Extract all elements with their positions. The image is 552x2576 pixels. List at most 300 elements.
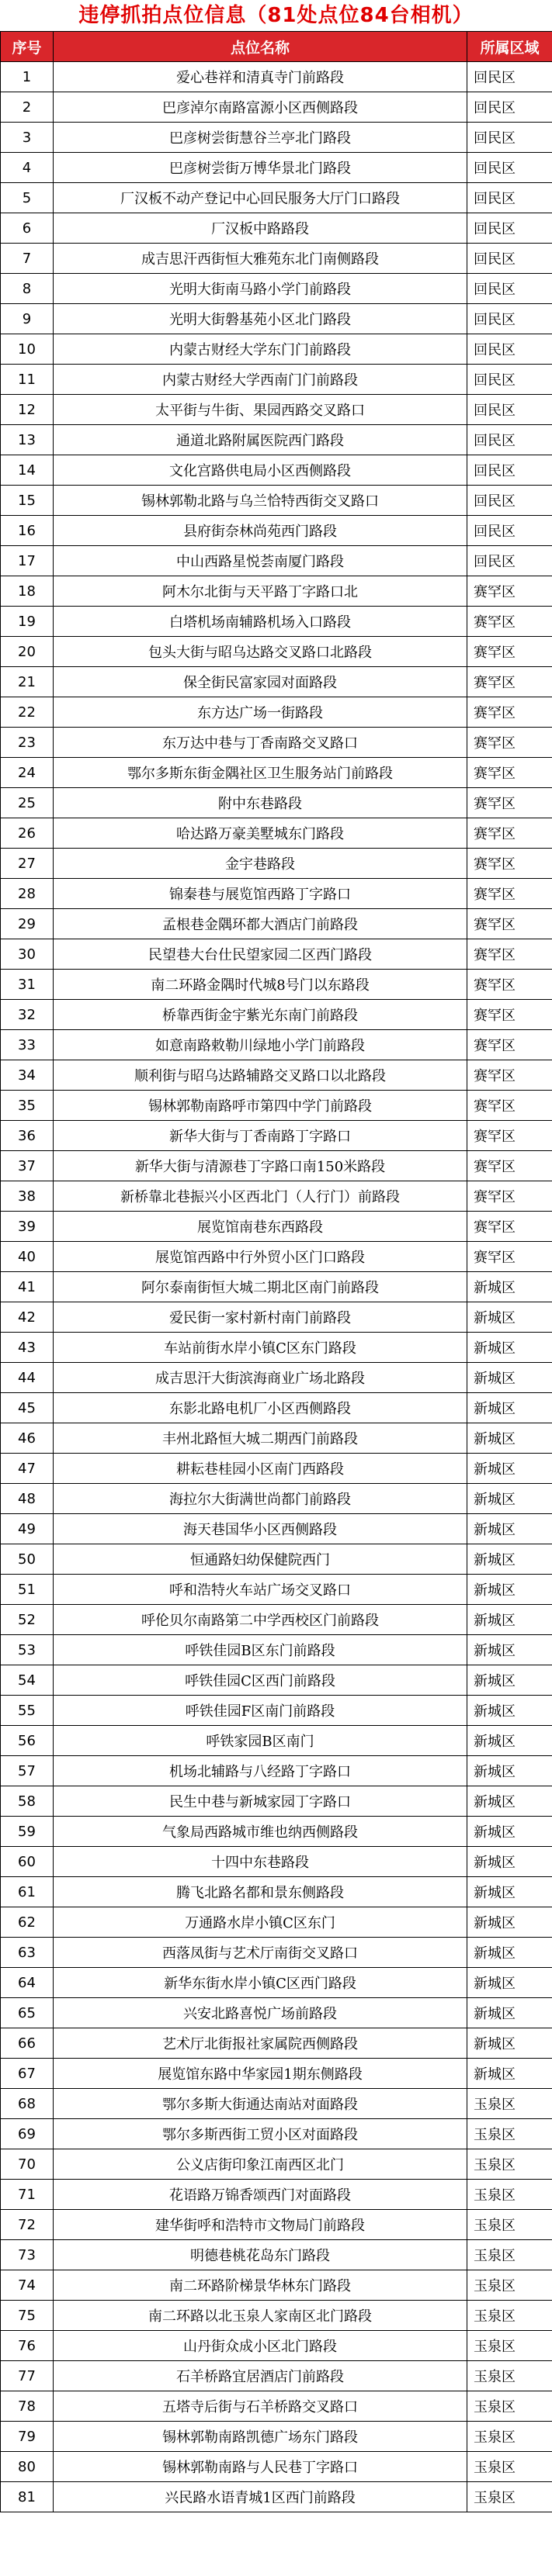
table-row xyxy=(1,486,552,516)
row-number: 10 xyxy=(1,334,54,365)
location-name: 花语路万锦香颂西门对面路段 xyxy=(54,2180,467,2210)
table-row xyxy=(1,274,552,304)
district: 玉泉区 xyxy=(467,2270,552,2301)
district: 回民区 xyxy=(467,395,552,425)
district: 新城区 xyxy=(467,1907,552,1938)
row-number: 71 xyxy=(1,2180,54,2210)
location-name: 锡林郭勒南路凯德广场东门路段 xyxy=(54,2422,467,2452)
table-row xyxy=(1,1242,552,1272)
district: 新城区 xyxy=(467,1786,552,1817)
row-number: 6 xyxy=(1,213,54,244)
table-row xyxy=(1,1030,552,1060)
row-number: 7 xyxy=(1,244,54,274)
row-number: 66 xyxy=(1,2028,54,2059)
row-number: 78 xyxy=(1,2391,54,2422)
location-name: 保全街民富家园对面路段 xyxy=(54,667,467,697)
table-row xyxy=(1,546,552,576)
district: 赛罕区 xyxy=(467,1212,552,1242)
row-number: 17 xyxy=(1,546,54,576)
district: 赛罕区 xyxy=(467,1030,552,1060)
row-number: 64 xyxy=(1,1968,54,1998)
table-row xyxy=(1,213,552,244)
location-name: 新华大街与丁香南路丁字路口 xyxy=(54,1121,467,1151)
location-name: 桥靠西街金宇紫光东南门前路段 xyxy=(54,1000,467,1030)
location-name: 石羊桥路宜居酒店门前路段 xyxy=(54,2361,467,2391)
district: 玉泉区 xyxy=(467,2149,552,2180)
table-row xyxy=(1,637,552,667)
table-row xyxy=(1,818,552,849)
location-name: 锡林郭勒南路呼市第四中学门前路段 xyxy=(54,1091,467,1121)
location-name: 东方达广场一街路段 xyxy=(54,697,467,728)
row-number: 52 xyxy=(1,1605,54,1635)
table-row xyxy=(1,1363,552,1393)
location-name: 山丹街众成小区北门路段 xyxy=(54,2331,467,2361)
district: 新城区 xyxy=(467,1423,552,1454)
location-name: 民望巷大台仕民望家园二区西门路段 xyxy=(54,939,467,970)
district: 回民区 xyxy=(467,213,552,244)
table-row xyxy=(1,92,552,123)
table-body xyxy=(1,62,552,2512)
row-number: 58 xyxy=(1,1786,54,1817)
district: 赛罕区 xyxy=(467,788,552,818)
district: 回民区 xyxy=(467,546,552,576)
table-row xyxy=(1,970,552,1000)
row-number: 11 xyxy=(1,365,54,395)
location-name: 锡林郭勒南路与人民巷丁字路口 xyxy=(54,2452,467,2482)
row-number: 70 xyxy=(1,2149,54,2180)
row-number: 43 xyxy=(1,1333,54,1363)
row-number: 63 xyxy=(1,1938,54,1968)
table-row xyxy=(1,183,552,213)
table-row xyxy=(1,455,552,486)
table-row xyxy=(1,2331,552,2361)
row-number: 80 xyxy=(1,2452,54,2482)
district: 新城区 xyxy=(467,1484,552,1514)
location-name: 呼铁佳园B区东门前路段 xyxy=(54,1635,467,1665)
row-number: 30 xyxy=(1,939,54,970)
location-name: 南二环路以北玉泉人家南区北门路段 xyxy=(54,2301,467,2331)
row-number: 3 xyxy=(1,123,54,153)
table-row xyxy=(1,2240,552,2270)
row-number: 60 xyxy=(1,1847,54,1877)
location-name: 顺利街与昭乌达路辅路交叉路口以北路段 xyxy=(54,1060,467,1091)
table-row xyxy=(1,697,552,728)
table-row xyxy=(1,576,552,607)
district: 回民区 xyxy=(467,486,552,516)
location-name: 耕耘巷桂园小区南门西路段 xyxy=(54,1454,467,1484)
row-number: 4 xyxy=(1,153,54,183)
table-row xyxy=(1,1121,552,1151)
district: 新城区 xyxy=(467,1968,552,1998)
location-name: 阿尔泰南街恒大城二期北区南门前路段 xyxy=(54,1272,467,1302)
row-number: 16 xyxy=(1,516,54,546)
location-name: 气象局西路城市维也纳西侧路段 xyxy=(54,1817,467,1847)
row-number: 61 xyxy=(1,1877,54,1907)
table-row xyxy=(1,2028,552,2059)
table-row xyxy=(1,1665,552,1696)
location-name: 孟根巷金隅环都大酒店门前路段 xyxy=(54,909,467,939)
table-row xyxy=(1,1756,552,1786)
district: 新城区 xyxy=(467,2028,552,2059)
district: 新城区 xyxy=(467,1514,552,1544)
location-name: 包头大街与昭乌达路交叉路口北路段 xyxy=(54,637,467,667)
row-number: 56 xyxy=(1,1726,54,1756)
district: 赛罕区 xyxy=(467,879,552,909)
location-name: 爱心巷祥和清真寺门前路段 xyxy=(54,62,467,92)
district: 玉泉区 xyxy=(467,2482,552,2512)
location-name: 鄂尔多斯西街工贸小区对面路段 xyxy=(54,2119,467,2149)
location-name: 恒通路妇幼保健院西门 xyxy=(54,1544,467,1575)
location-name: 成吉思汗西街恒大雅苑东北门南侧路段 xyxy=(54,244,467,274)
location-name: 新桥靠北巷振兴小区西北门（人行门）前路段 xyxy=(54,1181,467,1212)
table-row xyxy=(1,2059,552,2089)
location-name: 五塔寺后街与石羊桥路交叉路口 xyxy=(54,2391,467,2422)
row-number: 18 xyxy=(1,576,54,607)
location-name: 展览馆南巷东西路段 xyxy=(54,1212,467,1242)
district: 新城区 xyxy=(467,1333,552,1363)
location-name: 呼铁佳园F区南门前路段 xyxy=(54,1696,467,1726)
row-number: 26 xyxy=(1,818,54,849)
location-name: 内蒙古财经大学西南门门前路段 xyxy=(54,365,467,395)
row-number: 69 xyxy=(1,2119,54,2149)
location-name: 金宇巷路段 xyxy=(54,849,467,879)
table-row xyxy=(1,1514,552,1544)
district: 赛罕区 xyxy=(467,1242,552,1272)
table-row xyxy=(1,1847,552,1877)
location-name: 新华大街与清源巷丁字路口南150米路段 xyxy=(54,1151,467,1181)
table-row xyxy=(1,1181,552,1212)
district: 玉泉区 xyxy=(467,2240,552,2270)
location-name: 十四中东巷路段 xyxy=(54,1847,467,1877)
district: 新城区 xyxy=(467,1272,552,1302)
table-row xyxy=(1,2452,552,2482)
row-number: 8 xyxy=(1,274,54,304)
table-row xyxy=(1,788,552,818)
district: 玉泉区 xyxy=(467,2331,552,2361)
page-title: 违停抓拍点位信息（81处点位84台相机） xyxy=(78,4,474,27)
row-number: 33 xyxy=(1,1030,54,1060)
district: 新城区 xyxy=(467,1454,552,1484)
location-name: 呼铁佳园C区西门前路段 xyxy=(54,1665,467,1696)
district: 回民区 xyxy=(467,455,552,486)
location-name: 巴彦淖尔南路富源小区西侧路段 xyxy=(54,92,467,123)
location-name: 厂汉板不动产登记中心回民服务大厅门口路段 xyxy=(54,183,467,213)
table-row xyxy=(1,516,552,546)
location-name: 中山西路星悦荟南厦门路段 xyxy=(54,546,467,576)
district: 新城区 xyxy=(467,2059,552,2089)
row-number: 74 xyxy=(1,2270,54,2301)
table-row xyxy=(1,1423,552,1454)
location-name: 光明大街南马路小学门前路段 xyxy=(54,274,467,304)
location-name: 丰州北路恒大城二期西门前路段 xyxy=(54,1423,467,1454)
header-area: 所属区域 xyxy=(467,32,552,62)
location-name: 成吉思汗大街滨海商业广场北路段 xyxy=(54,1363,467,1393)
violation-camera-table xyxy=(0,31,552,2512)
location-name: 太平街与牛街、果园西路交叉路口 xyxy=(54,395,467,425)
district: 新城区 xyxy=(467,1605,552,1635)
location-name: 通道北路附属医院西门路段 xyxy=(54,425,467,455)
table-row xyxy=(1,1212,552,1242)
row-number: 2 xyxy=(1,92,54,123)
table-row xyxy=(1,1696,552,1726)
table-row xyxy=(1,1544,552,1575)
district: 赛罕区 xyxy=(467,697,552,728)
row-number: 79 xyxy=(1,2422,54,2452)
row-number: 55 xyxy=(1,1696,54,1726)
district: 新城区 xyxy=(467,1363,552,1393)
table-header-row xyxy=(1,32,552,62)
location-name: 南二环路阶梯景华林东门路段 xyxy=(54,2270,467,2301)
table-row xyxy=(1,365,552,395)
row-number: 19 xyxy=(1,607,54,637)
row-number: 62 xyxy=(1,1907,54,1938)
location-name: 内蒙古财经大学东门门前路段 xyxy=(54,334,467,365)
table-row xyxy=(1,939,552,970)
row-number: 54 xyxy=(1,1665,54,1696)
location-name: 鄂尔多斯大街通达南站对面路段 xyxy=(54,2089,467,2119)
table-row xyxy=(1,607,552,637)
district: 新城区 xyxy=(467,1998,552,2028)
location-name: 建华街呼和浩特市文物局门前路段 xyxy=(54,2210,467,2240)
location-name: 艺术厅北街报社家属院西侧路段 xyxy=(54,2028,467,2059)
row-number: 48 xyxy=(1,1484,54,1514)
district: 赛罕区 xyxy=(467,818,552,849)
location-name: 附中东巷路段 xyxy=(54,788,467,818)
table-row xyxy=(1,1998,552,2028)
row-number: 75 xyxy=(1,2301,54,2331)
location-name: 哈达路万豪美墅城东门路段 xyxy=(54,818,467,849)
row-number: 67 xyxy=(1,2059,54,2089)
location-name: 厂汉板中路路段 xyxy=(54,213,467,244)
table-row xyxy=(1,425,552,455)
district: 回民区 xyxy=(467,334,552,365)
district: 回民区 xyxy=(467,365,552,395)
location-name: 呼伦贝尔南路第二中学西校区门前路段 xyxy=(54,1605,467,1635)
row-number: 72 xyxy=(1,2210,54,2240)
row-number: 73 xyxy=(1,2240,54,2270)
table-row xyxy=(1,1060,552,1091)
row-number: 81 xyxy=(1,2482,54,2512)
district: 新城区 xyxy=(467,1756,552,1786)
location-name: 东万达中巷与丁香南路交叉路口 xyxy=(54,728,467,758)
table-row xyxy=(1,2149,552,2180)
row-number: 37 xyxy=(1,1151,54,1181)
district: 回民区 xyxy=(467,92,552,123)
location-name: 海天巷国华小区西侧路段 xyxy=(54,1514,467,1544)
row-number: 47 xyxy=(1,1454,54,1484)
row-number: 68 xyxy=(1,2089,54,2119)
table-row xyxy=(1,1786,552,1817)
row-number: 9 xyxy=(1,304,54,334)
location-name: 明德巷桃花岛东门路段 xyxy=(54,2240,467,2270)
location-name: 车站前街水岸小镇C区东门路段 xyxy=(54,1333,467,1363)
district: 新城区 xyxy=(467,1817,552,1847)
table-row xyxy=(1,1454,552,1484)
table-row xyxy=(1,758,552,788)
district: 新城区 xyxy=(467,1575,552,1605)
table-row xyxy=(1,909,552,939)
district: 回民区 xyxy=(467,62,552,92)
district: 新城区 xyxy=(467,1726,552,1756)
district: 回民区 xyxy=(467,153,552,183)
location-name: 呼和浩特火车站广场交叉路口 xyxy=(54,1575,467,1605)
district: 赛罕区 xyxy=(467,1151,552,1181)
district: 赛罕区 xyxy=(467,1000,552,1030)
district: 玉泉区 xyxy=(467,2452,552,2482)
row-number: 41 xyxy=(1,1272,54,1302)
location-name: 如意南路敕勒川绿地小学门前路段 xyxy=(54,1030,467,1060)
row-number: 15 xyxy=(1,486,54,516)
district: 赛罕区 xyxy=(467,939,552,970)
table-row xyxy=(1,1938,552,1968)
table-row xyxy=(1,1907,552,1938)
district: 玉泉区 xyxy=(467,2210,552,2240)
district: 回民区 xyxy=(467,516,552,546)
location-name: 海拉尔大街满世尚都门前路段 xyxy=(54,1484,467,1514)
table-row xyxy=(1,1151,552,1181)
district: 新城区 xyxy=(467,1696,552,1726)
district: 赛罕区 xyxy=(467,849,552,879)
row-number: 13 xyxy=(1,425,54,455)
district: 回民区 xyxy=(467,123,552,153)
location-name: 巴彦树尝街慧谷兰亭北门路段 xyxy=(54,123,467,153)
table-row xyxy=(1,2482,552,2512)
location-name: 展览馆西路中行外贸小区门口路段 xyxy=(54,1242,467,1272)
row-number: 24 xyxy=(1,758,54,788)
row-number: 39 xyxy=(1,1212,54,1242)
district: 玉泉区 xyxy=(467,2180,552,2210)
row-number: 42 xyxy=(1,1302,54,1333)
row-number: 57 xyxy=(1,1756,54,1786)
header-no: 序号 xyxy=(1,32,54,62)
row-number: 65 xyxy=(1,1998,54,2028)
row-number: 28 xyxy=(1,879,54,909)
row-number: 12 xyxy=(1,395,54,425)
location-name: 机场北辅路与八经路丁字路口 xyxy=(54,1756,467,1786)
table-row xyxy=(1,1302,552,1333)
row-number: 29 xyxy=(1,909,54,939)
district: 新城区 xyxy=(467,1847,552,1877)
table-row xyxy=(1,2361,552,2391)
district: 回民区 xyxy=(467,274,552,304)
table-row xyxy=(1,244,552,274)
district: 新城区 xyxy=(467,1302,552,1333)
row-number: 49 xyxy=(1,1514,54,1544)
district: 回民区 xyxy=(467,304,552,334)
district: 赛罕区 xyxy=(467,909,552,939)
table-row xyxy=(1,123,552,153)
table-row xyxy=(1,62,552,92)
table-row xyxy=(1,728,552,758)
location-name: 鄂尔多斯东街金隅社区卫生服务站门前路段 xyxy=(54,758,467,788)
table-row xyxy=(1,1272,552,1302)
location-name: 阿木尔北街与天平路丁字路口北 xyxy=(54,576,467,607)
table-row xyxy=(1,153,552,183)
row-number: 21 xyxy=(1,667,54,697)
district: 新城区 xyxy=(467,1877,552,1907)
row-number: 59 xyxy=(1,1817,54,1847)
table-row xyxy=(1,2180,552,2210)
location-name: 展览馆东路中华家园1期东侧路段 xyxy=(54,2059,467,2089)
row-number: 45 xyxy=(1,1393,54,1423)
table-row xyxy=(1,1484,552,1514)
table-row xyxy=(1,1091,552,1121)
location-name: 南二环路金隅时代城8号门以东路段 xyxy=(54,970,467,1000)
table-row xyxy=(1,395,552,425)
district: 赛罕区 xyxy=(467,1060,552,1091)
row-number: 50 xyxy=(1,1544,54,1575)
district: 赛罕区 xyxy=(467,667,552,697)
location-name: 西落凤街与艺术厅南街交叉路口 xyxy=(54,1938,467,1968)
row-number: 35 xyxy=(1,1091,54,1121)
row-number: 1 xyxy=(1,62,54,92)
row-number: 51 xyxy=(1,1575,54,1605)
district: 新城区 xyxy=(467,1635,552,1665)
table-row xyxy=(1,2089,552,2119)
table-row xyxy=(1,667,552,697)
table-row xyxy=(1,1575,552,1605)
district: 玉泉区 xyxy=(467,2391,552,2422)
location-name: 巴彦树尝街万博华景北门路段 xyxy=(54,153,467,183)
table-row xyxy=(1,2210,552,2240)
table-row xyxy=(1,1877,552,1907)
location-name: 爱民街一家村新村南门前路段 xyxy=(54,1302,467,1333)
table-row xyxy=(1,2422,552,2452)
row-number: 32 xyxy=(1,1000,54,1030)
row-number: 53 xyxy=(1,1635,54,1665)
district: 赛罕区 xyxy=(467,1181,552,1212)
location-name: 锦秦巷与展览馆西路丁字路口 xyxy=(54,879,467,909)
location-name: 光明大街磐基苑小区北门路段 xyxy=(54,304,467,334)
table-row xyxy=(1,334,552,365)
table-row xyxy=(1,2119,552,2149)
district: 新城区 xyxy=(467,1544,552,1575)
location-name: 东影北路电机厂小区西侧路段 xyxy=(54,1393,467,1423)
table-row xyxy=(1,1605,552,1635)
table-row xyxy=(1,1333,552,1363)
district: 赛罕区 xyxy=(467,728,552,758)
row-number: 76 xyxy=(1,2331,54,2361)
row-number: 5 xyxy=(1,183,54,213)
district: 赛罕区 xyxy=(467,1091,552,1121)
district: 回民区 xyxy=(467,183,552,213)
row-number: 31 xyxy=(1,970,54,1000)
row-number: 38 xyxy=(1,1181,54,1212)
location-name: 兴安北路喜悦广场前路段 xyxy=(54,1998,467,2028)
district: 回民区 xyxy=(467,425,552,455)
table-row xyxy=(1,1393,552,1423)
location-name: 新华东街水岸小镇C区西门路段 xyxy=(54,1968,467,1998)
location-name: 呼铁家园B区南门 xyxy=(54,1726,467,1756)
row-number: 23 xyxy=(1,728,54,758)
table-row xyxy=(1,849,552,879)
row-number: 36 xyxy=(1,1121,54,1151)
district: 回民区 xyxy=(467,244,552,274)
row-number: 46 xyxy=(1,1423,54,1454)
location-name: 民生中巷与新城家园丁字路口 xyxy=(54,1786,467,1817)
table-row xyxy=(1,1968,552,1998)
district: 赛罕区 xyxy=(467,970,552,1000)
row-number: 27 xyxy=(1,849,54,879)
row-number: 14 xyxy=(1,455,54,486)
district: 玉泉区 xyxy=(467,2301,552,2331)
table-row xyxy=(1,2270,552,2301)
table-row xyxy=(1,879,552,909)
district: 赛罕区 xyxy=(467,607,552,637)
table-row xyxy=(1,2301,552,2331)
table-row xyxy=(1,304,552,334)
location-name: 白塔机场南辅路机场入口路段 xyxy=(54,607,467,637)
